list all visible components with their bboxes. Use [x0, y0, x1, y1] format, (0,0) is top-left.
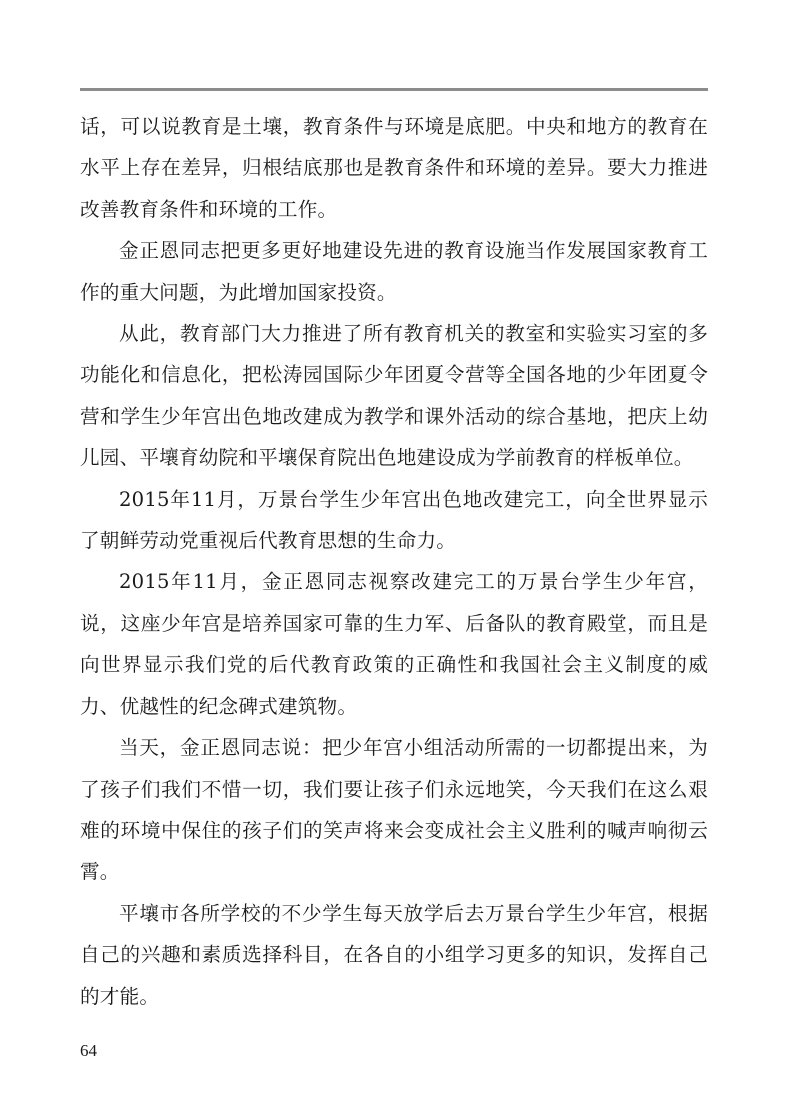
paragraph: 2015年11月，金正恩同志视察改建完工的万景台学生少年宫，说，这座少年宫是培养国家可靠的生力军、后备队的教育殿堂，而且是向世界显示我们党的后代教育政策的正确性和我国社会主义制度的威力、优越性的纪念碑式建筑物。	[80, 570, 708, 718]
paragraph: 金正恩同志把更多更好地建设先进的教育设施当作发展国家教育工作的重大问题，为此增加国家投资。	[80, 239, 708, 304]
body-text	[80, 106, 708, 1017]
paragraph: 平壤市各所学校的不少学生每天放学后去万景台学生少年宫，根据自己的兴趣和素质选择科目，在各自的小组学习更多的知识，发挥自己的才能。	[80, 901, 708, 1008]
paragraph: 2015年11月，万景台学生少年宫出色地改建完工，向全世界显示了朝鲜劳动党重视后代教育思想的生命力。	[80, 487, 708, 553]
paragraph: 从此，教育部门大力推进了所有教育机关的教室和实验实习室的多功能化和信息化，把松涛园国际少年团夏令营等全国各地的少年团夏令营和学生少年宫出色地改建成为教学和课外活动的综合基地，把庆上幼儿园、平壤育幼院和平壤保育院出色地建设成为学前教育的样板单位。	[80, 322, 708, 470]
paragraph: 当天，金正恩同志说：把少年宫小组活动所需的一切都提出来，为了孩子们我们不惜一切，我们要让孩子们永远地笑，今天我们在这么艰难的环境中保住的孩子们的笑声将来会变成社会主义胜利的喊声响彻云霄。	[80, 736, 708, 884]
paragraph-continuation: 话，可以说教育是土壤，教育条件与环境是底肥。中央和地方的教育在水平上存在差异，归根结底那也是教育条件和环境的差异。要大力推进改善教育条件和环境的工作。	[80, 115, 708, 221]
header-rule	[80, 88, 708, 91]
page-number: 64	[80, 1041, 97, 1060]
